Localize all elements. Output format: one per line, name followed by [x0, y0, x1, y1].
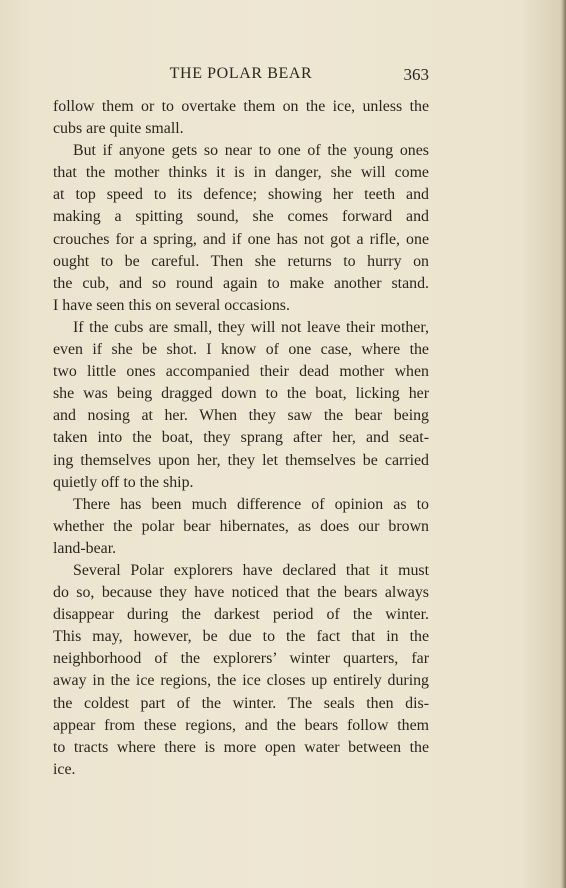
- text-line: she was being dragged down to the boat, licking her: [53, 385, 429, 403]
- paragraph: [53, 317, 429, 494]
- text-line: ought to be careful. Then she returns to hurry on: [53, 252, 429, 270]
- text-line: There has been much difference of opinion as to: [73, 495, 429, 513]
- paragraph: [53, 494, 429, 560]
- text-line: But if anyone gets so near to one of the young ones: [73, 142, 429, 160]
- paragraph: [53, 96, 429, 140]
- page-number: 363: [403, 65, 429, 84]
- text-line: crouches for a spring, and if one has not got a rifle, one: [53, 230, 429, 248]
- text-line: two little ones accompanied their dead mother when: [53, 363, 429, 381]
- text-line: If the cubs are small, they will not leave their mother,: [73, 318, 429, 336]
- text-line: disappear during the darkest period of the winter.: [53, 606, 429, 624]
- text-line: away in the ice regions, the ice closes up entirely during: [53, 672, 429, 690]
- text-line: ice.: [53, 760, 76, 778]
- text-line: cubs are quite small.: [53, 120, 184, 138]
- text-line: land-bear.: [53, 539, 117, 557]
- text-line: at top speed to its defence; showing her teeth and: [53, 186, 429, 204]
- text-line: even if she be shot. I know of one case, where the: [53, 341, 429, 359]
- page-edge: [562, 0, 566, 888]
- text-line: Several Polar explorers have declared that it must: [73, 561, 429, 579]
- text-line: follow them or to overtake them on the ice, unless the: [53, 98, 429, 115]
- text-line: ing themselves upon her, they let themselves be carried: [53, 451, 429, 469]
- text-line: taken into the boat, they sprang after her, and seat-: [53, 429, 429, 447]
- text-line: appear from these regions, and the bears follow them: [53, 716, 429, 734]
- page-header: [53, 65, 429, 89]
- paragraph: [53, 140, 429, 317]
- paragraph: [53, 560, 429, 781]
- text-line: quietly off to the ship.: [53, 473, 194, 491]
- text-line: I have seen this on several occasions.: [53, 296, 290, 314]
- text-line: to tracts where there is more open water between the: [53, 738, 429, 756]
- text-line: whether the polar bear hibernates, as does our brown: [53, 517, 429, 535]
- text-line: This may, however, be due to the fact that in the: [53, 628, 429, 646]
- text-line: the coldest part of the winter. The seals then dis-: [53, 694, 429, 712]
- text-line: do so, because they have noticed that the bears always: [53, 584, 429, 602]
- body-text: [53, 96, 429, 781]
- running-title: THE POLAR BEAR: [169, 65, 313, 82]
- text-line: the cub, and so round again to make another stand.: [53, 274, 429, 292]
- text-line: and nosing at her. When they saw the bear being: [53, 407, 429, 425]
- text-line: making a spitting sound, she comes forward and: [53, 208, 429, 226]
- text-line: that the mother thinks it is in danger, she will come: [53, 164, 429, 182]
- text-line: neighborhood of the explorers’ winter quarters, far: [53, 650, 429, 668]
